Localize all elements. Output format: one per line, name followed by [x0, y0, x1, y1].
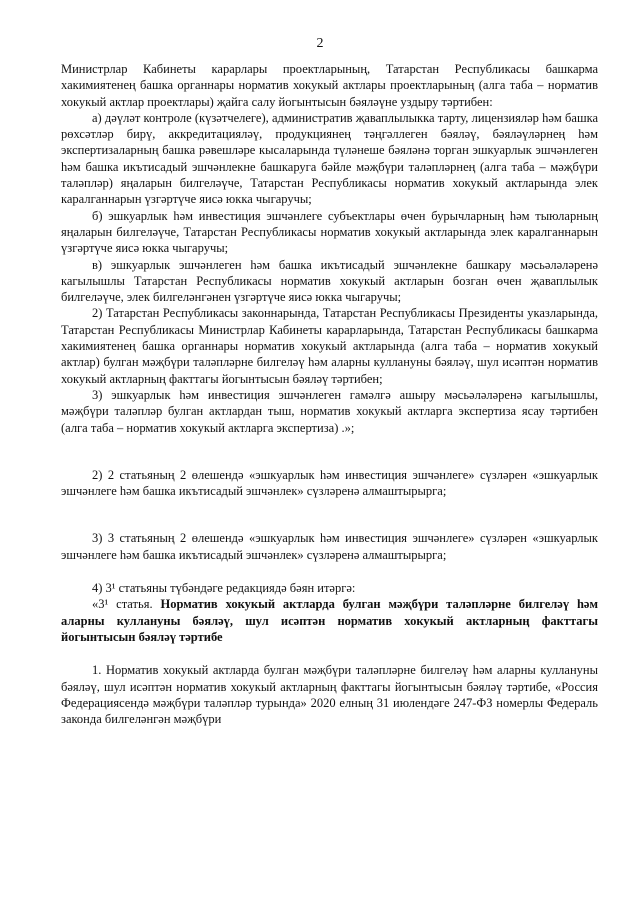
amendment-2: 2) 2 статьяның 2 өлешендә «эшкуарлык һәм инвестиция эшчәнлеге» сүзләрен «эшкуарлык эшчәнлеге һәм башка икътисадый эшчәнлек» сүзләренә алмаштырырга;	[61, 467, 598, 499]
article-point-1: 1. Норматив хокукый актларда булган мәҗбүри таләпләрне билгеләү һәм аларны куллануны бәяләү, шул исәптән норматив хокукый актларның факттагы йогынтысын бәяләү тәртибе, «Россия Федерациясендә мәҗбүри таләпләр турында» 2020 елның 31 июлендәге 247-ФЗ номерлы Федераль законда билгеләнгән мәҗбүри	[61, 663, 598, 727]
paragraph-item-v: в) эшкуарлык эшчәнлеген һәм башка икътисадый эшчәнлекне башкару мәсьәләләренә кагылышлы Татарстан Республикасы норматив хокукый актларын бозган өчен җаваплылык билгеләүче, элек билгеләнгәнен үзгәртүче яисә юкка чыгаручы;	[61, 257, 598, 305]
article-title: Норматив хокукый актларда булган мәҗбүри таләпләрне билгеләү һәм аларны куллануны бәяләү, шул исәптән норматив хокукый актларның факттагы йогынтысын бәяләү тәртибе	[61, 597, 598, 644]
amendment-4: 4) 3¹ статьяны түбәндәге редакциядә бәян итәргә:	[92, 581, 356, 596]
paragraph-item-2: 2) Татарстан Республикасы законнарында, Татарстан Республикасы Президенты указларында, Татарстан Республикасы Министрлар Кабинеты карарларында, Татарстан Республикасы башкарма хакимиятенең башка органнары норматив хокукый актларында (алга таба – норматив хокукый актлар) булган мәҗбүри таләпләрне билгеләү һәм аларны куллануны бәяләү, шул исәптән норматив хокукый актларның факттагы йогынтысын бәяләү тәртибен;	[61, 306, 598, 386]
article-heading	[61, 596, 598, 645]
paragraph-item-a: а) дәүләт контроле (күзәтчелеге), административ җаваплылыкка тарту, лицензияләр һәм башка рөхсәтләр бирү, аккредитацияләү, продукциянең тәңгәллеген бәяләү, бәяләүләрнең һәм экспертизаларның башка рәвешләре кысаларында түләнеше бәяләнә торган эшкуарлык эшчәнлеген һәм башка икътисадый эшчәнлекне башкаруга бәйле мәҗбүри таләпләрнең (алга таба – мәҗбүри таләпләр) яңаларын билгеләүче, Татарстан Республикасы норматив хокукый актларында элек каралганнарын үзгәртүче яисә юкка чыгаручы;	[61, 110, 598, 207]
article-number: «3¹ статья.	[92, 597, 161, 612]
paragraph-item-3: 3) эшкуарлык һәм инвестиция эшчәнлеген гамәлгә ашыру мәсьәләләренә кагылышлы, мәҗбүри таләпләр булган актлардан тыш, норматив хокукый актларга экспертиза ясау тәртибен (алга таба – норматив хокукый актларга экспертиза) .»;	[61, 387, 598, 435]
paragraph: Министрлар Кабинеты карарлары проектларының, Татарстан Республикасы башкарма хакимиятенең башка органнары норматив хокукый актлары проектларының (алга таба – норматив хокукый актлар проектлары) җайга салу йогынтысын бәяләүне уздыру тәртибен:	[61, 62, 598, 109]
paragraph-item-b: б) эшкуарлык һәм инвестиция эшчәнлеге субъектлары өчен бурычларның һәм тыюларның яңаларын билгеләүче, Татарстан Республикасы норматив хокукый актларында элек каралганнарын үзгәртүче яисә юкка чыгаручы;	[61, 208, 598, 256]
amendment-3: 3) 3 статьяның 2 өлешендә «эшкуарлык һәм инвестиция эшчәнлеге» сүзләрен «эшкуарлык эшчәнлеге һәм башка икътисадый эшчәнлек» сүзләренә алмаштырырга;	[61, 531, 598, 562]
page-number: 2	[316, 36, 324, 51]
document-body	[61, 61, 598, 727]
